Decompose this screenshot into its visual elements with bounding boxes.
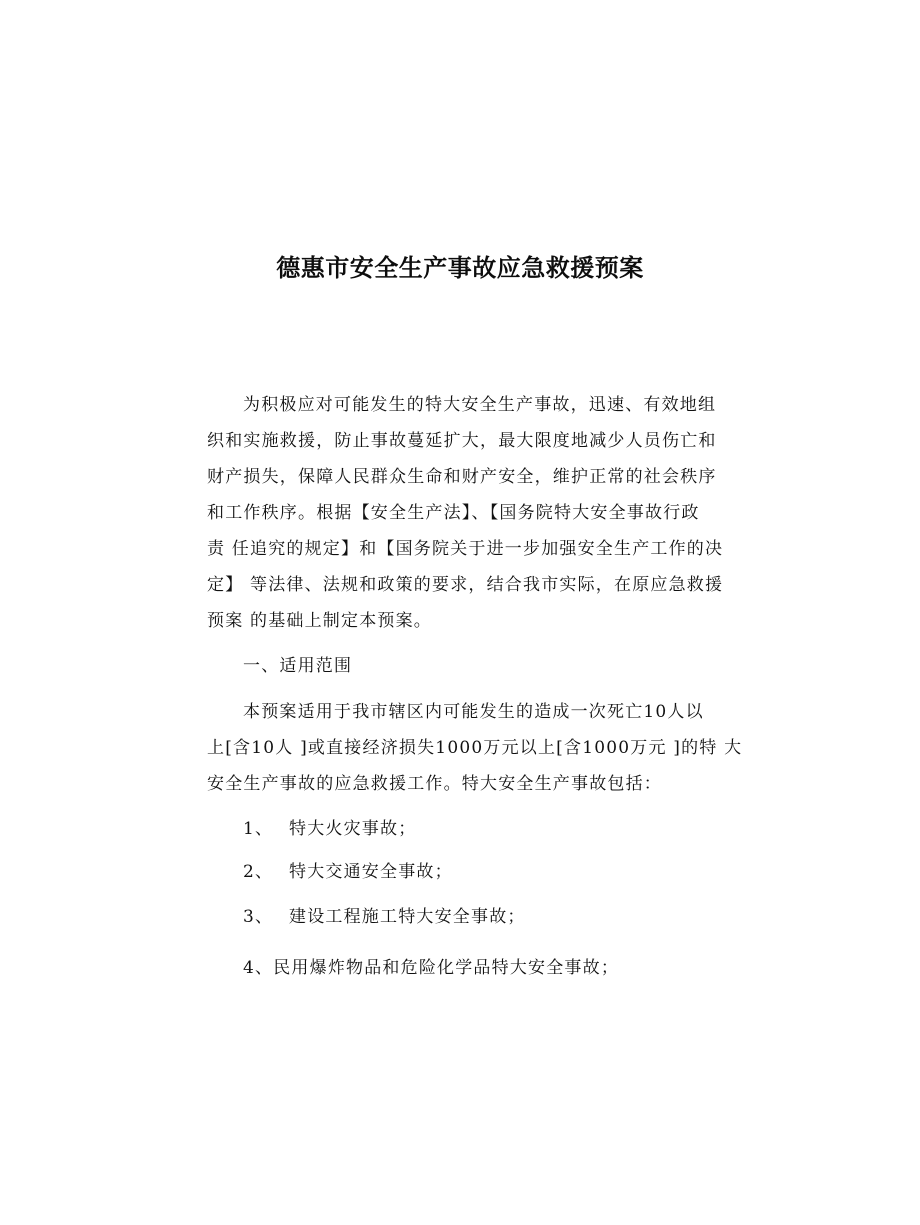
list-item-number: 2、: [243, 862, 274, 882]
document-title: 德惠市安全生产事故应急救援预案: [276, 254, 644, 282]
scope-line-2: 上[含10人 ]或直接经济损失1000万元以上[含1000万元 ]的特 大: [207, 738, 743, 758]
list-item-4: 4、民用爆炸物品和危险化学品特大安全事故；: [243, 958, 620, 978]
intro-line-4: 和工作秩序。根据【安全生产法】、【国务院特大安全事故行政: [207, 503, 700, 523]
section-heading-scope: 一、适用范围: [243, 656, 353, 676]
list-item: [243, 861, 453, 883]
intro-line-1: 为积极应对可能发生的特大安全生产事故，迅速、有效地组: [243, 395, 717, 415]
list-item: [243, 906, 526, 928]
intro-line-2: 织和实施救援，防止事故蔓延扩大，最大限度地减少人员伤亡和: [207, 431, 717, 451]
list-item-number: 3、: [243, 907, 274, 927]
intro-line-5: 责 任追究的规定】和【国务院关于进一步加强安全生产工作的决: [207, 539, 724, 559]
list-item: [243, 818, 416, 840]
list-item-text: 特大交通安全事故；: [289, 862, 453, 882]
intro-line-3: 财产损失，保障人民群众生命和财产安全，维护正常的社会秩序: [207, 467, 717, 487]
scope-line-3: 安全生产事故的应急救援工作。特大安全生产事故包括：: [207, 774, 662, 794]
intro-line-7: 预案 的基础上制定本预案。: [207, 611, 433, 631]
list-item-number: 1、: [243, 819, 274, 839]
intro-line-6: 定】 等法律、法规和政策的要求，结合我市实际，在原应急救援: [207, 575, 724, 595]
list-item-text: 特大火灾事故；: [289, 819, 417, 839]
scope-line-1: 本预案适用于我市辖区内可能发生的造成一次死亡10人以: [243, 702, 704, 722]
list-item-text: 建设工程施工特大安全事故；: [289, 907, 526, 927]
